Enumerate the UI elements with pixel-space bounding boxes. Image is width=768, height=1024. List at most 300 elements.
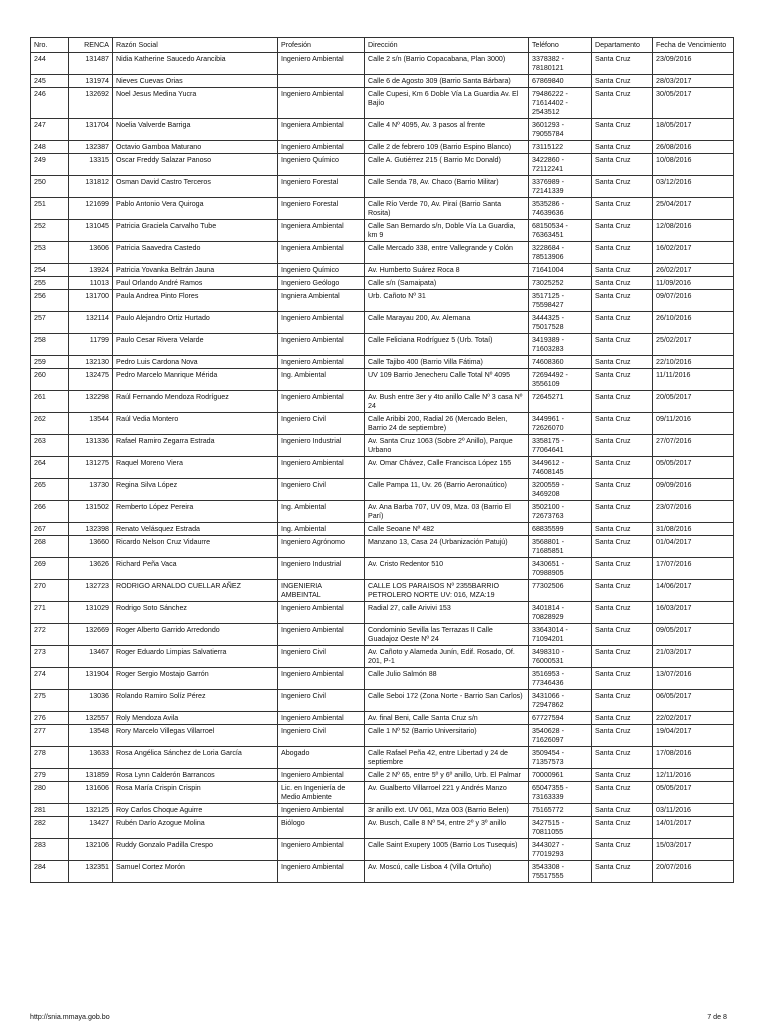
cell-direccion: CALLE LOS PARAISOS Nº 2355BARRIO PETROLERO NORTE UV: 016, MZA:19 [365, 580, 529, 602]
header-profesion: Profesión [278, 38, 365, 53]
table-row [31, 220, 734, 242]
cell-telefono: 72694492 - 3556109 [529, 369, 592, 391]
cell-razon-social: Rosa Lynn Calderón Barrancos [113, 769, 278, 782]
cell-departamento: Santa Cruz [592, 176, 653, 198]
cell-profesion: Ingeniero Ambiental [278, 769, 365, 782]
header-direccion: Dirección [365, 38, 529, 53]
cell-direccion: Calle 1 Nº 52 (Barrio Universitario) [365, 725, 529, 747]
consultant-registry-table [30, 37, 734, 883]
cell-renca: 132669 [69, 624, 113, 646]
cell-telefono: 71641004 [529, 264, 592, 277]
cell-razon-social: Ruddy Gonzalo Padilla Crespo [113, 839, 278, 861]
cell-renca: 131859 [69, 769, 113, 782]
cell-direccion: Calle Saint Exupery 1005 (Barrio Los Tusequis) [365, 839, 529, 861]
cell-departamento: Santa Cruz [592, 277, 653, 290]
cell-departamento: Santa Cruz [592, 839, 653, 861]
cell-departamento: Santa Cruz [592, 747, 653, 769]
cell-profesion: Ingeniero Ambiental [278, 804, 365, 817]
cell-profesion: Ingeniero Civil [278, 413, 365, 435]
cell-razon-social: Roly Mendoza Avila [113, 712, 278, 725]
cell-renca: 131812 [69, 176, 113, 198]
cell-telefono: 79486222 - 71614402 - 2543512 [529, 88, 592, 119]
cell-razon-social: Roger Alberto Garrido Arredondo [113, 624, 278, 646]
cell-direccion: Calle Rafael Peña 42, entre Libertad y 24 de septiembre [365, 747, 529, 769]
cell-razon-social: Remberto López Pereira [113, 501, 278, 523]
cell-departamento: Santa Cruz [592, 356, 653, 369]
cell-profesion: Ingeniero Ambiental [278, 391, 365, 413]
cell-profesion: Ingeniero Ambiental [278, 712, 365, 725]
cell-telefono: 3449612 - 74608145 [529, 457, 592, 479]
cell-renca: 132114 [69, 312, 113, 334]
cell-telefono: 3517125 - 75598427 [529, 290, 592, 312]
cell-direccion: Calle Seboi 172 (Zona Norte - Barrio San Carlos) [365, 690, 529, 712]
cell-razon-social: Raquel Moreno Viera [113, 457, 278, 479]
cell-departamento: Santa Cruz [592, 334, 653, 356]
cell-telefono: 3601293 - 79055784 [529, 119, 592, 141]
cell-fecha-vencimiento: 18/05/2017 [653, 119, 734, 141]
cell-razon-social: Paulo Cesar Rivera Velarde [113, 334, 278, 356]
cell-telefono: 73115122 [529, 141, 592, 154]
cell-telefono: 33643014 - 71094201 [529, 624, 592, 646]
table-row [31, 198, 734, 220]
cell-renca: 13315 [69, 154, 113, 176]
cell-profesion: Ingeniero Ambiental [278, 457, 365, 479]
cell-razon-social: Noel Jesus Medina Yucra [113, 88, 278, 119]
cell-departamento: Santa Cruz [592, 75, 653, 88]
table-row [31, 391, 734, 413]
cell-fecha-vencimiento: 05/05/2017 [653, 457, 734, 479]
table-body [31, 53, 734, 883]
table-row [31, 369, 734, 391]
cell-nro: 249 [31, 154, 69, 176]
cell-departamento: Santa Cruz [592, 88, 653, 119]
cell-departamento: Santa Cruz [592, 220, 653, 242]
cell-profesion: Ingeniero Ambiental [278, 839, 365, 861]
cell-fecha-vencimiento: 11/11/2016 [653, 369, 734, 391]
cell-nro: 247 [31, 119, 69, 141]
cell-direccion: Calle A. Gutiérrez 215 ( Barrio Mc Donald) [365, 154, 529, 176]
cell-departamento: Santa Cruz [592, 646, 653, 668]
cell-fecha-vencimiento: 30/05/2017 [653, 88, 734, 119]
cell-direccion: Calle 4 Nº 4095, Av. 3 pasos al frente [365, 119, 529, 141]
cell-renca: 131045 [69, 220, 113, 242]
cell-fecha-vencimiento: 15/03/2017 [653, 839, 734, 861]
cell-razon-social: Richard Peña Vaca [113, 558, 278, 580]
table-row [31, 712, 734, 725]
cell-profesion: Ing. Ambiental [278, 523, 365, 536]
cell-fecha-vencimiento: 31/08/2016 [653, 523, 734, 536]
cell-telefono: 3535286 - 74639636 [529, 198, 592, 220]
cell-direccion: Urb. Cañoto Nº 31 [365, 290, 529, 312]
cell-direccion: Calle 2 s/n (Barrio Copacabana, Plan 3000) [365, 53, 529, 75]
cell-razon-social: Patricia Saavedra Castedo [113, 242, 278, 264]
cell-nro: 266 [31, 501, 69, 523]
table-header-row [31, 38, 734, 53]
cell-direccion: Av. Bush entre 3er y 4to anillo Calle Nº 3 casa Nº 24 [365, 391, 529, 413]
cell-renca: 132398 [69, 523, 113, 536]
cell-fecha-vencimiento: 16/02/2017 [653, 242, 734, 264]
table-row [31, 769, 734, 782]
cell-fecha-vencimiento: 26/02/2017 [653, 264, 734, 277]
cell-renca: 131974 [69, 75, 113, 88]
cell-razon-social: Rafael Ramiro Zegarra Estrada [113, 435, 278, 457]
cell-profesion: Abogado [278, 747, 365, 769]
cell-razon-social: Rory Marcelo Villegas Villarroel [113, 725, 278, 747]
cell-profesion: Ingeniero Ambiental [278, 53, 365, 75]
table-row [31, 119, 734, 141]
cell-fecha-vencimiento: 22/10/2016 [653, 356, 734, 369]
cell-direccion: UV 109 Barrio Jenecheru Calle Total Nº 4095 [365, 369, 529, 391]
cell-profesion: Ingeniero Ambiental [278, 861, 365, 883]
table-row [31, 277, 734, 290]
cell-renca: 13730 [69, 479, 113, 501]
cell-razon-social: Nidia Katherine Saucedo Arancibia [113, 53, 278, 75]
cell-nro: 271 [31, 602, 69, 624]
cell-direccion: Calle Feliciana Rodríguez 5 (Urb. Totaí) [365, 334, 529, 356]
cell-nro: 267 [31, 523, 69, 536]
cell-profesion: Ingeniero Industrial [278, 558, 365, 580]
cell-departamento: Santa Cruz [592, 312, 653, 334]
cell-renca: 131502 [69, 501, 113, 523]
cell-renca: 131336 [69, 435, 113, 457]
cell-fecha-vencimiento: 26/08/2016 [653, 141, 734, 154]
cell-direccion: Calle Tajibo 400 (Barrio Villa Fátima) [365, 356, 529, 369]
cell-nro: 259 [31, 356, 69, 369]
cell-profesion: Lic. en Ingeniería de Medio Ambiente [278, 782, 365, 804]
header-nro: Nro. [31, 38, 69, 53]
cell-profesion: Ingeniero Forestal [278, 198, 365, 220]
table-row [31, 817, 734, 839]
cell-telefono: 3443027 - 77019293 [529, 839, 592, 861]
cell-fecha-vencimiento: 13/07/2016 [653, 668, 734, 690]
cell-renca: 121699 [69, 198, 113, 220]
cell-telefono: 75165772 [529, 804, 592, 817]
cell-razon-social: Paulo Alejandro Ortiz Hurtado [113, 312, 278, 334]
table-row [31, 624, 734, 646]
cell-departamento: Santa Cruz [592, 804, 653, 817]
cell-departamento: Santa Cruz [592, 391, 653, 413]
cell-departamento: Santa Cruz [592, 154, 653, 176]
cell-nro: 253 [31, 242, 69, 264]
cell-razon-social: Noelia Valverde Barriga [113, 119, 278, 141]
cell-departamento: Santa Cruz [592, 690, 653, 712]
cell-direccion: Av. Moscú, calle Lisboa 4 (Villa Ortuño) [365, 861, 529, 883]
cell-direccion: Calle Pampa 11, Uv. 26 (Barrio Aeronaútico) [365, 479, 529, 501]
cell-fecha-vencimiento: 21/03/2017 [653, 646, 734, 668]
cell-direccion: Calle 2 Nº 65, entre 5º y 6º anillo, Urb. El Palmar [365, 769, 529, 782]
cell-departamento: Santa Cruz [592, 198, 653, 220]
cell-telefono: 3568801 - 71685851 [529, 536, 592, 558]
cell-nro: 281 [31, 804, 69, 817]
header-telefono: Teléfono [529, 38, 592, 53]
cell-direccion: Av. Busch, Calle 8 Nº 54, entre 2º y 3º anillo [365, 817, 529, 839]
cell-fecha-vencimiento: 05/05/2017 [653, 782, 734, 804]
cell-renca: 13660 [69, 536, 113, 558]
table-row [31, 690, 734, 712]
cell-profesion: Ingeniero Químico [278, 154, 365, 176]
table-row [31, 804, 734, 817]
cell-fecha-vencimiento: 26/10/2016 [653, 312, 734, 334]
cell-renca: 132692 [69, 88, 113, 119]
cell-departamento: Santa Cruz [592, 119, 653, 141]
cell-renca: 13626 [69, 558, 113, 580]
cell-razon-social: Renato Velásquez Estrada [113, 523, 278, 536]
cell-fecha-vencimiento: 17/08/2016 [653, 747, 734, 769]
cell-departamento: Santa Cruz [592, 536, 653, 558]
cell-nro: 269 [31, 558, 69, 580]
cell-renca: 13427 [69, 817, 113, 839]
table-row [31, 53, 734, 75]
page-number: 7 de 8 [707, 1013, 727, 1021]
cell-telefono: 3543308 - 75517555 [529, 861, 592, 883]
cell-profesion: Ingeniero Ambiental [278, 334, 365, 356]
header-razon-social: Razón Social [113, 38, 278, 53]
cell-renca: 132351 [69, 861, 113, 883]
table-row [31, 435, 734, 457]
cell-telefono: 3444325 - 75017528 [529, 312, 592, 334]
table-row [31, 264, 734, 277]
cell-fecha-vencimiento: 25/02/2017 [653, 334, 734, 356]
table-row [31, 242, 734, 264]
cell-telefono: 73025252 [529, 277, 592, 290]
cell-direccion: Calle Marayau 200, Av. Alemana [365, 312, 529, 334]
cell-direccion: Calle s/n (Samaipata) [365, 277, 529, 290]
cell-direccion: Av. Humberto Suárez Roca 8 [365, 264, 529, 277]
cell-departamento: Santa Cruz [592, 369, 653, 391]
footer-url: http://snia.mmaya.gob.bo [30, 1013, 110, 1021]
cell-fecha-vencimiento: 22/02/2017 [653, 712, 734, 725]
cell-nro: 246 [31, 88, 69, 119]
cell-direccion: Radial 27, calle Arivivi 153 [365, 602, 529, 624]
cell-profesion: Ing. Ambiental [278, 369, 365, 391]
cell-telefono: 70000961 [529, 769, 592, 782]
cell-renca: 13606 [69, 242, 113, 264]
cell-telefono: 3376989 - 72141339 [529, 176, 592, 198]
cell-renca: 132557 [69, 712, 113, 725]
cell-nro: 265 [31, 479, 69, 501]
cell-renca: 132387 [69, 141, 113, 154]
cell-nro: 270 [31, 580, 69, 602]
cell-profesion: Ingeniero Civil [278, 479, 365, 501]
table-row [31, 334, 734, 356]
cell-nro: 264 [31, 457, 69, 479]
cell-departamento: Santa Cruz [592, 769, 653, 782]
cell-telefono: 3419389 - 71603283 [529, 334, 592, 356]
cell-renca: 11799 [69, 334, 113, 356]
cell-direccion: Calle Cupesi, Km 6 Doble Vía La Guardia Av. El Bajío [365, 88, 529, 119]
table-row [31, 312, 734, 334]
cell-renca: 132298 [69, 391, 113, 413]
cell-nro: 256 [31, 290, 69, 312]
cell-telefono: 3378382 - 78180121 [529, 53, 592, 75]
cell-telefono: 65047355 - 73163339 [529, 782, 592, 804]
cell-telefono: 3228684 - 78513906 [529, 242, 592, 264]
cell-profesion: Ingeniero Ambiental [278, 668, 365, 690]
cell-departamento: Santa Cruz [592, 479, 653, 501]
cell-renca: 131704 [69, 119, 113, 141]
cell-fecha-vencimiento: 27/07/2016 [653, 435, 734, 457]
cell-departamento: Santa Cruz [592, 624, 653, 646]
cell-fecha-vencimiento: 20/05/2017 [653, 391, 734, 413]
cell-fecha-vencimiento: 12/11/2016 [653, 769, 734, 782]
cell-departamento: Santa Cruz [592, 782, 653, 804]
cell-razon-social: Roger Sergio Mostajo Garrón [113, 668, 278, 690]
cell-razon-social: Pablo Antonio Vera Quiroga [113, 198, 278, 220]
cell-direccion: Calle Río Verde 70, Av. Piraí (Barrio Santa Rosita) [365, 198, 529, 220]
cell-departamento: Santa Cruz [592, 141, 653, 154]
cell-razon-social: Regina Silva López [113, 479, 278, 501]
cell-renca: 13924 [69, 264, 113, 277]
cell-nro: 252 [31, 220, 69, 242]
cell-renca: 13548 [69, 725, 113, 747]
cell-nro: 278 [31, 747, 69, 769]
table-row [31, 725, 734, 747]
cell-razon-social: Rosa Angélica Sánchez de Loria García [113, 747, 278, 769]
cell-direccion: Calle Mercado 338, entre Vallegrande y Colón [365, 242, 529, 264]
cell-fecha-vencimiento: 09/07/2016 [653, 290, 734, 312]
cell-direccion: Calle Senda 78, Av. Chaco (Barrio Militar) [365, 176, 529, 198]
cell-profesion: Ingeniero Forestal [278, 176, 365, 198]
cell-fecha-vencimiento: 09/11/2016 [653, 413, 734, 435]
cell-telefono: 3498310 - 76000531 [529, 646, 592, 668]
cell-departamento: Santa Cruz [592, 725, 653, 747]
cell-fecha-vencimiento: 10/08/2016 [653, 154, 734, 176]
cell-nro: 250 [31, 176, 69, 198]
cell-nro: 248 [31, 141, 69, 154]
cell-direccion: 3r anillo ext. UV 061, Mza 003 (Barrio Belen) [365, 804, 529, 817]
cell-fecha-vencimiento: 20/07/2016 [653, 861, 734, 883]
cell-nro: 261 [31, 391, 69, 413]
table-row [31, 668, 734, 690]
cell-departamento: Santa Cruz [592, 861, 653, 883]
cell-departamento: Santa Cruz [592, 580, 653, 602]
cell-fecha-vencimiento: 09/09/2016 [653, 479, 734, 501]
table-row [31, 413, 734, 435]
cell-nro: 263 [31, 435, 69, 457]
cell-telefono: 74608360 [529, 356, 592, 369]
cell-renca: 13544 [69, 413, 113, 435]
cell-direccion: Av. Gualberto Villarroel 221 y Andrés Manzo [365, 782, 529, 804]
table-row [31, 154, 734, 176]
cell-renca: 11013 [69, 277, 113, 290]
cell-fecha-vencimiento: 23/07/2016 [653, 501, 734, 523]
cell-profesion: Ingeniero Geólogo [278, 277, 365, 290]
cell-profesion: Ingeniero Agrónomo [278, 536, 365, 558]
cell-profesion: Ingeniero Químico [278, 264, 365, 277]
cell-razon-social: Ricardo Nelson Cruz Vidaurre [113, 536, 278, 558]
cell-nro: 268 [31, 536, 69, 558]
cell-fecha-vencimiento: 19/04/2017 [653, 725, 734, 747]
cell-telefono: 3427515 - 70811055 [529, 817, 592, 839]
table-row [31, 88, 734, 119]
cell-telefono: 3401814 - 70828929 [529, 602, 592, 624]
cell-departamento: Santa Cruz [592, 712, 653, 725]
cell-fecha-vencimiento: 25/04/2017 [653, 198, 734, 220]
cell-direccion: Calle San Bernardo s/n, Doble Vía La Guardia, km 9 [365, 220, 529, 242]
header-renca: RENCA [69, 38, 113, 53]
cell-nro: 244 [31, 53, 69, 75]
table-row [31, 501, 734, 523]
cell-departamento: Santa Cruz [592, 435, 653, 457]
cell-departamento: Santa Cruz [592, 264, 653, 277]
cell-telefono: 3430651 - 70988905 [529, 558, 592, 580]
registry-sheet [30, 37, 733, 883]
cell-nro: 257 [31, 312, 69, 334]
cell-direccion: Av. Santa Cruz 1063 (Sobre 2º Anillo), Parque Urbano [365, 435, 529, 457]
cell-telefono: 68835599 [529, 523, 592, 536]
cell-razon-social: RODRIGO ARNALDO CUELLAR AÑEZ [113, 580, 278, 602]
cell-departamento: Santa Cruz [592, 53, 653, 75]
cell-profesion: Biólogo [278, 817, 365, 839]
cell-departamento: Santa Cruz [592, 501, 653, 523]
cell-profesion: Ing. Ambiental [278, 501, 365, 523]
cell-nro: 273 [31, 646, 69, 668]
cell-departamento: Santa Cruz [592, 242, 653, 264]
cell-direccion: Av. Ana Barba 707, UV 09, Mza. 03 (Barrio El Parí) [365, 501, 529, 523]
cell-razon-social: Oscar Freddy Salazar Panoso [113, 154, 278, 176]
cell-fecha-vencimiento: 11/09/2016 [653, 277, 734, 290]
table-row [31, 75, 734, 88]
cell-telefono: 3502100 - 72673763 [529, 501, 592, 523]
cell-telefono: 3516953 - 77346436 [529, 668, 592, 690]
cell-nro: 284 [31, 861, 69, 883]
cell-razon-social: Osman David Castro Terceros [113, 176, 278, 198]
cell-nro: 251 [31, 198, 69, 220]
cell-fecha-vencimiento: 09/05/2017 [653, 624, 734, 646]
table-row [31, 747, 734, 769]
cell-departamento: Santa Cruz [592, 817, 653, 839]
cell-renca: 13036 [69, 690, 113, 712]
cell-telefono: 67869840 [529, 75, 592, 88]
cell-renca: 131029 [69, 602, 113, 624]
cell-departamento: Santa Cruz [592, 290, 653, 312]
cell-fecha-vencimiento: 14/01/2017 [653, 817, 734, 839]
cell-nro: 272 [31, 624, 69, 646]
table-row [31, 646, 734, 668]
cell-razon-social: Rosa María Crispin Crispin [113, 782, 278, 804]
cell-telefono: 77302506 [529, 580, 592, 602]
cell-profesion: Ingeniera Ambiental [278, 242, 365, 264]
cell-departamento: Santa Cruz [592, 602, 653, 624]
cell-direccion: Av. Cristo Redentor 510 [365, 558, 529, 580]
cell-direccion: Av. Cañoto y Alameda Junín, Edif. Rosado, Of. 201, P-1 [365, 646, 529, 668]
cell-telefono: 67727594 [529, 712, 592, 725]
cell-profesion: Ingeniero Civil [278, 646, 365, 668]
cell-renca: 131275 [69, 457, 113, 479]
cell-departamento: Santa Cruz [592, 558, 653, 580]
cell-nro: 283 [31, 839, 69, 861]
table-row [31, 580, 734, 602]
cell-renca: 13633 [69, 747, 113, 769]
cell-fecha-vencimiento: 03/12/2016 [653, 176, 734, 198]
cell-fecha-vencimiento: 03/11/2016 [653, 804, 734, 817]
cell-fecha-vencimiento: 17/07/2016 [653, 558, 734, 580]
cell-profesion: Ingeniero Ambiental [278, 141, 365, 154]
cell-renca: 131904 [69, 668, 113, 690]
cell-direccion: Av. Omar Chávez, Calle Francisca López 155 [365, 457, 529, 479]
cell-nro: 274 [31, 668, 69, 690]
cell-razon-social: Raúl Vedia Montero [113, 413, 278, 435]
table-row [31, 558, 734, 580]
cell-profesion: Ingeniero Ambiental [278, 312, 365, 334]
cell-profesion: Ingniera Ambiental [278, 290, 365, 312]
cell-departamento: Santa Cruz [592, 457, 653, 479]
cell-renca: 132106 [69, 839, 113, 861]
cell-nro: 279 [31, 769, 69, 782]
cell-razon-social: Roger Eduardo Limpias Salvatierra [113, 646, 278, 668]
cell-renca: 132130 [69, 356, 113, 369]
table-row [31, 523, 734, 536]
